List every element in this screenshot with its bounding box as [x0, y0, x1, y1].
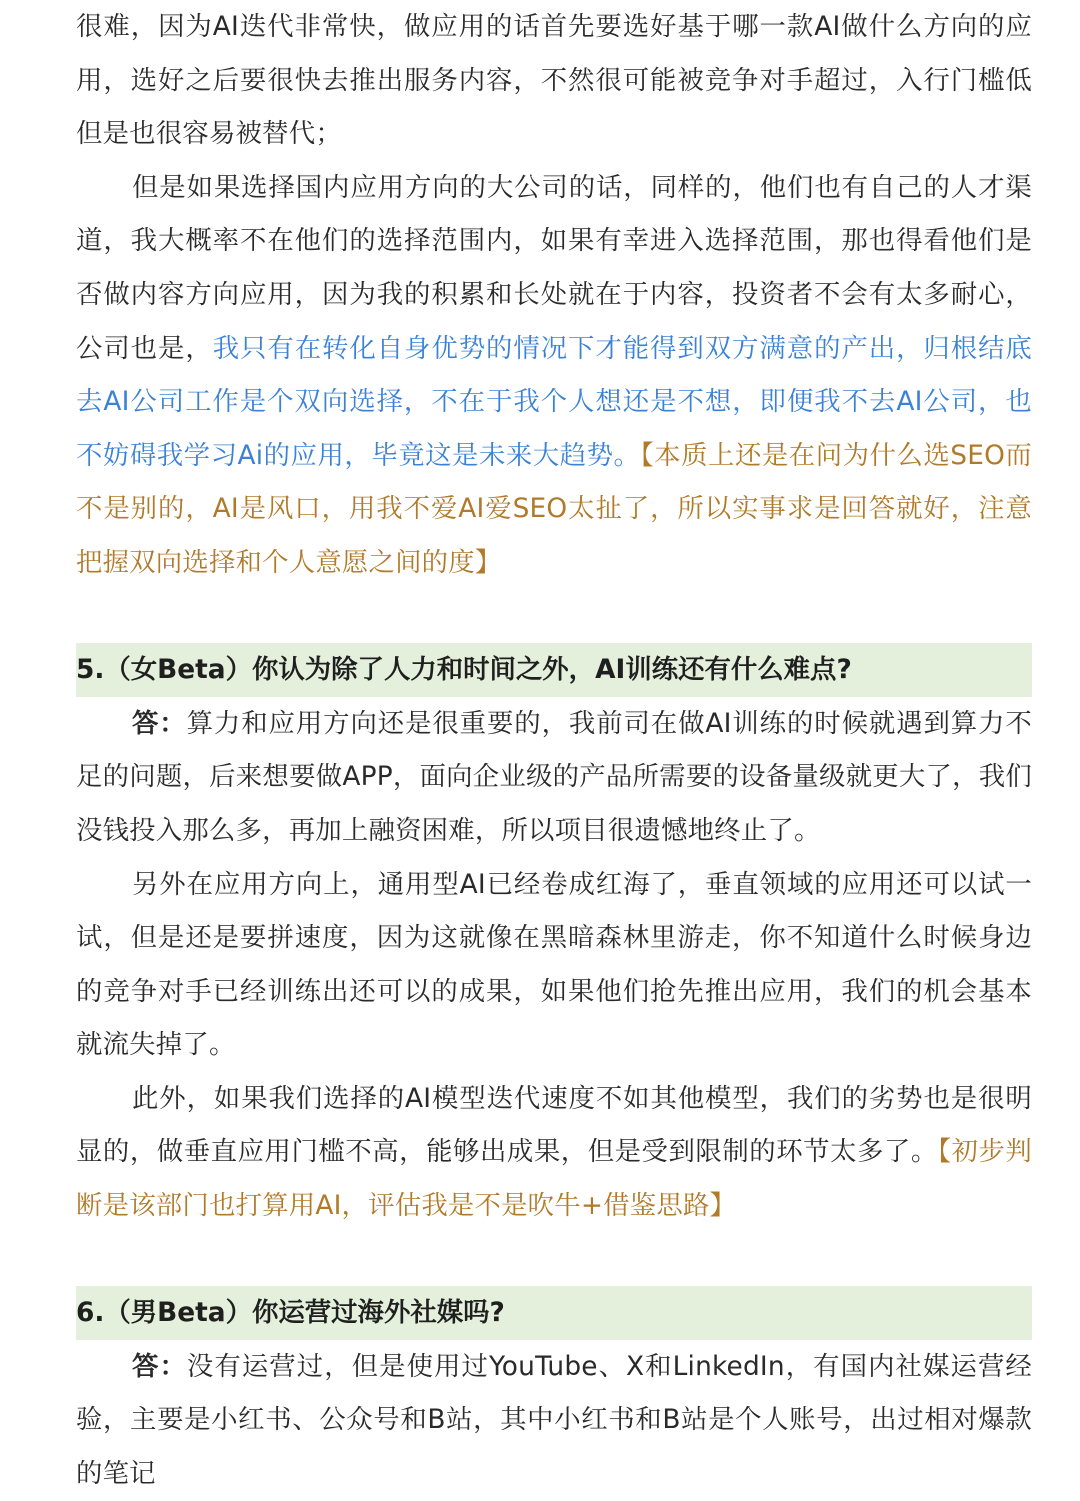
- answer-5-paragraph-3: [76, 1072, 1032, 1233]
- answer-6-paragraph-1: [76, 1340, 1032, 1501]
- section-gap: [76, 1233, 1032, 1287]
- answer-5-paragraph-1: [76, 697, 1032, 858]
- answer-text: 此外，如果我们选择的AI模型迭代速度不如其他模型，我们的劣势也是很明显的，做垂直应用门槛不高，能够出成果，但是受到限制的环节太多了。: [76, 1082, 1032, 1168]
- answer-text: 没有运营过，但是使用过YouTube、X和LinkedIn，有国内社媒运营经验，主要是小红书、公众号和B站，其中小红书和B站是个人账号，出过相对爆款的笔记: [76, 1350, 1032, 1490]
- question-6-title: 6.（男Beta）你运营过海外社媒吗?: [76, 1286, 1032, 1340]
- annotation-note: 【初步判断是该部门也打算用AI，评估我是不是吹牛+借鉴思路】: [76, 1136, 1032, 1222]
- answer-5-paragraph-2: 另外在应用方向上，通用型AI已经卷成红海了，垂直领域的应用还可以试一试，但是还是要拼速度，因为这就像在黑暗森林里游走，你不知道什么时候身边的竞争对手已经训练出还可以的成果，如果他们抢先推出应用，我们的机会基本就流失掉了。: [76, 868, 1032, 1061]
- annotation-note: 【本质上还是在问为什么选SEO而不是别的，AI是风口，用我不爱AI爱SEO太扯了，所以实事求是回答就好，注意把握双向选择和个人意愿之间的度】: [76, 439, 1032, 578]
- paragraph-continuation: 很难，因为AI迭代非常快，做应用的话首先要选好基于哪一款AI做什么方向的应用，选好之后要很快去推出服务内容，不然很可能被竞争对手超过，入行门槛低但是也很容易被替代；: [76, 11, 1032, 150]
- document-page: [76, 0, 1032, 1501]
- answer-label: 答：: [132, 707, 187, 739]
- paragraph-text: 但是如果选择国内应用方向的大公司的话，同样的，他们也有自己的人才渠道，我大概率不在他们的选择范围内，如果有幸进入选择范围，那也得看他们是否做内容方向应用，因为我的积累和长处就在于内容，投资者不会有太多耐心，公司也是，: [76, 171, 1032, 364]
- answer-label: 答：: [132, 1350, 187, 1382]
- answer-text: 算力和应用方向还是很重要的，我前司在做AI训练的时候就遇到算力不足的问题，后来想要做APP，面向企业级的产品所需要的设备量级就更大了，我们没钱投入那么多，再加上融资困难，所以项目很遗憾地终止了。: [76, 707, 1033, 846]
- section-gap: [76, 590, 1032, 644]
- highlight-blue-text: 我只有在转化自身优势的情况下才能得到双方满意的产出，归根结底去AI公司工作是个双向选择，不在于我个人想还是不想，即便我不去AI公司，也不妨碍我学习Ai的应用，毕竟这是未来大趋势。: [76, 332, 1033, 471]
- question-5-title: 5.（女Beta）你认为除了人力和时间之外，AI训练还有什么难点?: [76, 643, 1032, 697]
- paragraph-big-company: [76, 161, 1032, 590]
